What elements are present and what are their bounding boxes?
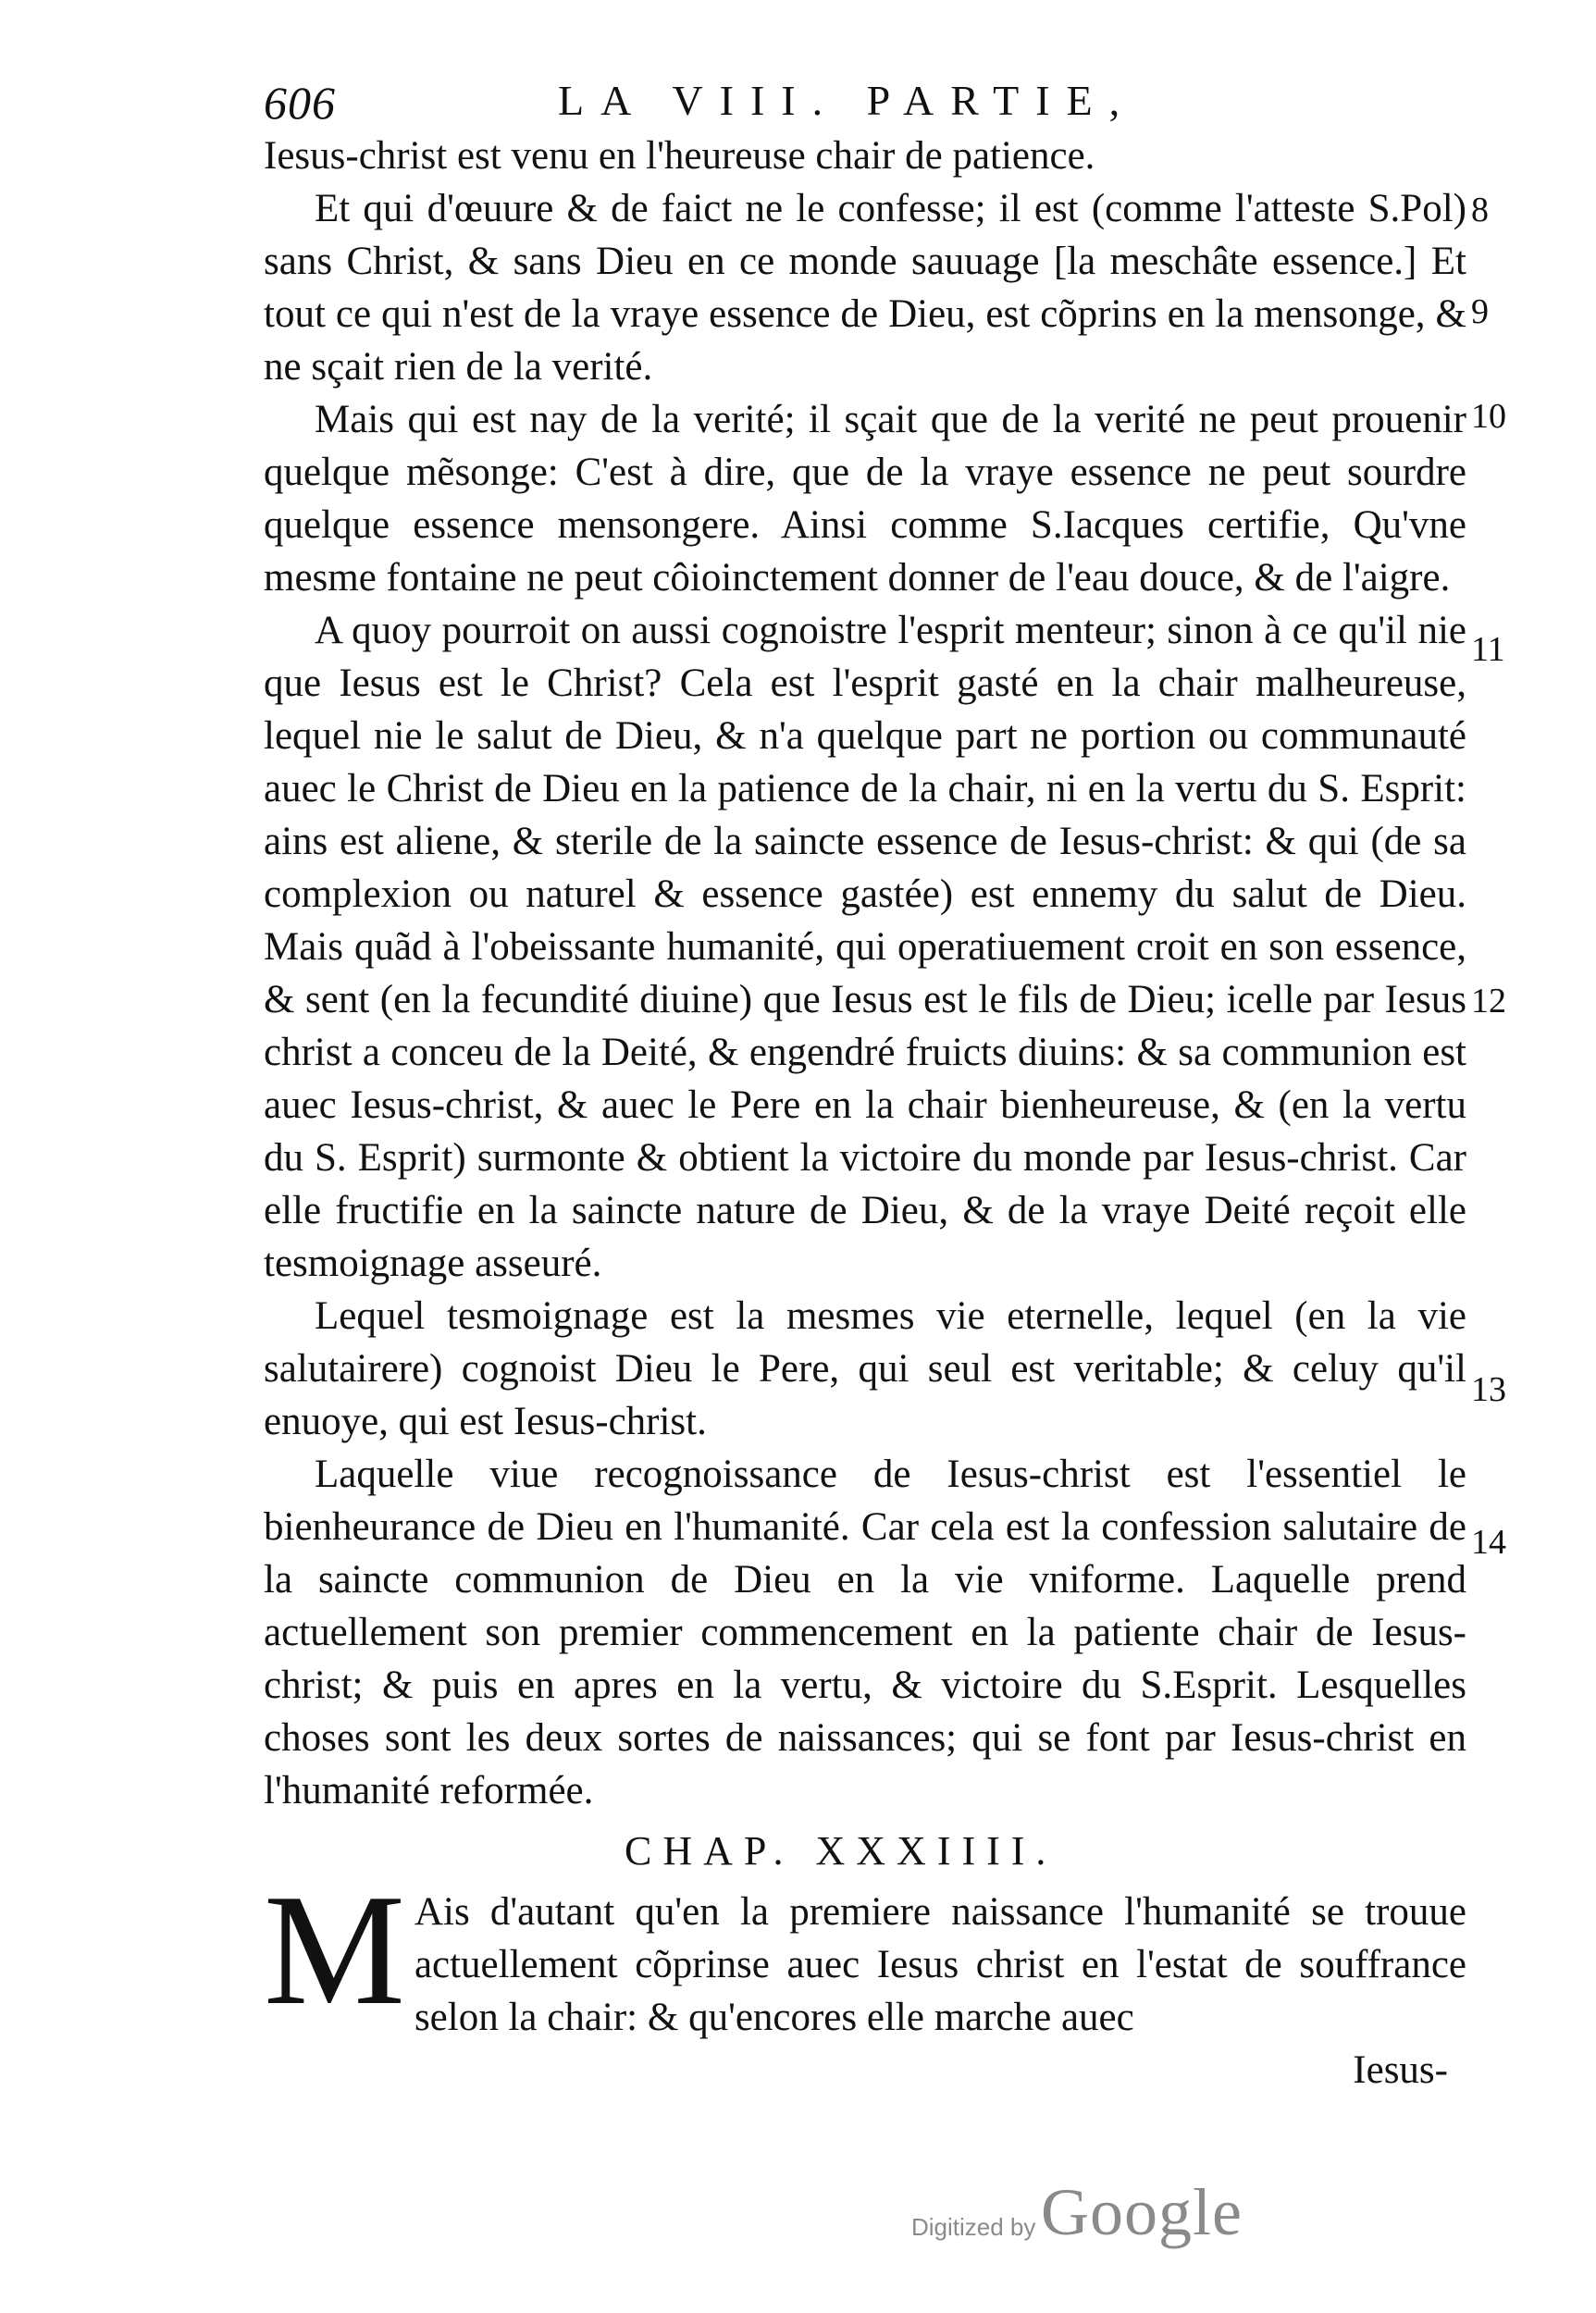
margin-verse-numbers [1471,0,1545,2313]
paragraph-verse-8: Et qui d'œuure & de faict ne le confesse; il est (comme l'atteste S.Pol) sans Christ, & sans Dieu en ce monde sauuage [la meschâte essence.] Et tout ce qui n'est de la vraye essence de Dieu, est cõprins en la mensonge, & ne sçait rien de la verité. [264,187,1466,389]
google-logo: Google [1041,2175,1243,2249]
page-number: 606 [264,77,336,129]
margin-verse-number: 11 [1471,630,1505,669]
margin-verse-number: 12 [1471,982,1506,1020]
chapter-opening-text: Ais d'autant qu'en la premiere naissance l'humanité se trouue actuellement cõprinse auec Iesus christ en l'estat de souffrance selon la chair: & qu'encores elle marche auec [414,1890,1466,2039]
catchword: Iesus- [1353,2048,1448,2092]
chapter-heading: CHAP. XXXIIII. [625,1828,1058,1874]
margin-verse-number: 10 [1471,397,1506,436]
paragraph-continuation: Iesus-christ est venu en l'heureuse chair de patience. [264,134,1095,178]
chapter-opening-paragraph [264,1862,1466,2044]
main-text [264,130,1466,2097]
paragraph-verse-10: Mais qui est nay de la verité; il sçait que de la verité ne peut prouenir quelque mẽsonge: C'est à dire, que de la vraye essence ne peut sourdre quelque essence mensongere. Ainsi comme S.Iacques certifie, Qu'vne mesme fontaine ne peut côioinctement donner de l'eau douce, & de l'aigre. [264,398,1466,600]
paragraph-verse-13: Lequel tesmoignage est la mesmes vie eternelle, lequel (en la vie salutairere) cognoist Dieu le Pere, qui seul est veritable; & celuy qu'il enuoye, qui est Iesus-christ. [264,1294,1466,1443]
margin-verse-number: 8 [1471,191,1489,229]
drop-cap: M [264,1862,405,2038]
margin-verse-number: 13 [1471,1370,1506,1409]
paragraph-verse-14: Laquelle viue recognoissance de Iesus-christ est l'essentiel le bienheurance de Dieu en l'humanité. Car cela est la confession salutaire de la saincte communion de Dieu en la vie vniforme. Laquelle prend actuellement son premier commencement en la patiente chair de Iesus-christ; & puis en apres en la vertu, & victoire du S.Esprit. Lesquelles choses sont les deux sortes de naissances; qui se font par Iesus-christ en l'humanité reformée. [264,1453,1466,1812]
digitized-by-label: Digitized by [911,2213,1036,2241]
running-head: LA VIII. PARTIE, [558,77,1137,124]
paragraph-verse-11: A quoy pourroit on aussi cognoistre l'esprit menteur; sinon à ce qu'il nie que Iesus est le Christ? Cela est l'esprit gasté en la chair malheureuse, lequel nie le salut de Dieu, & n'a quelque part ne portion ou communauté auec le Christ de Dieu en la patience de la chair, ni en la vertu du S. Esprit: ains est aliene, & sterile de la saincte essence de Iesus-christ: & qui (de sa complexion ou naturel & essence gastée) est ennemy du salut de Dieu. Mais quãd à l'obeissante humanité, qui operatiuement croit en son essence, & sent (en la fecundité diuine) que Iesus est le fils de Dieu; icelle par Iesus christ a conceu de la Deité, & engendré fruicts diuins: & sa communion est auec Iesus-christ, & auec le Pere en la chair bienheureuse, & (en la vertu du S. Esprit) surmonte & obtient la victoire du monde par Iesus-christ. Car elle fructifie en la saincte nature de Dieu, & de la vraye Deité reçoit elle tesmoignage asseuré. [264,609,1466,1285]
margin-verse-number: 9 [1471,292,1489,331]
digitized-by-google-watermark [911,2174,1244,2257]
margin-verse-number: 14 [1471,1523,1506,1562]
